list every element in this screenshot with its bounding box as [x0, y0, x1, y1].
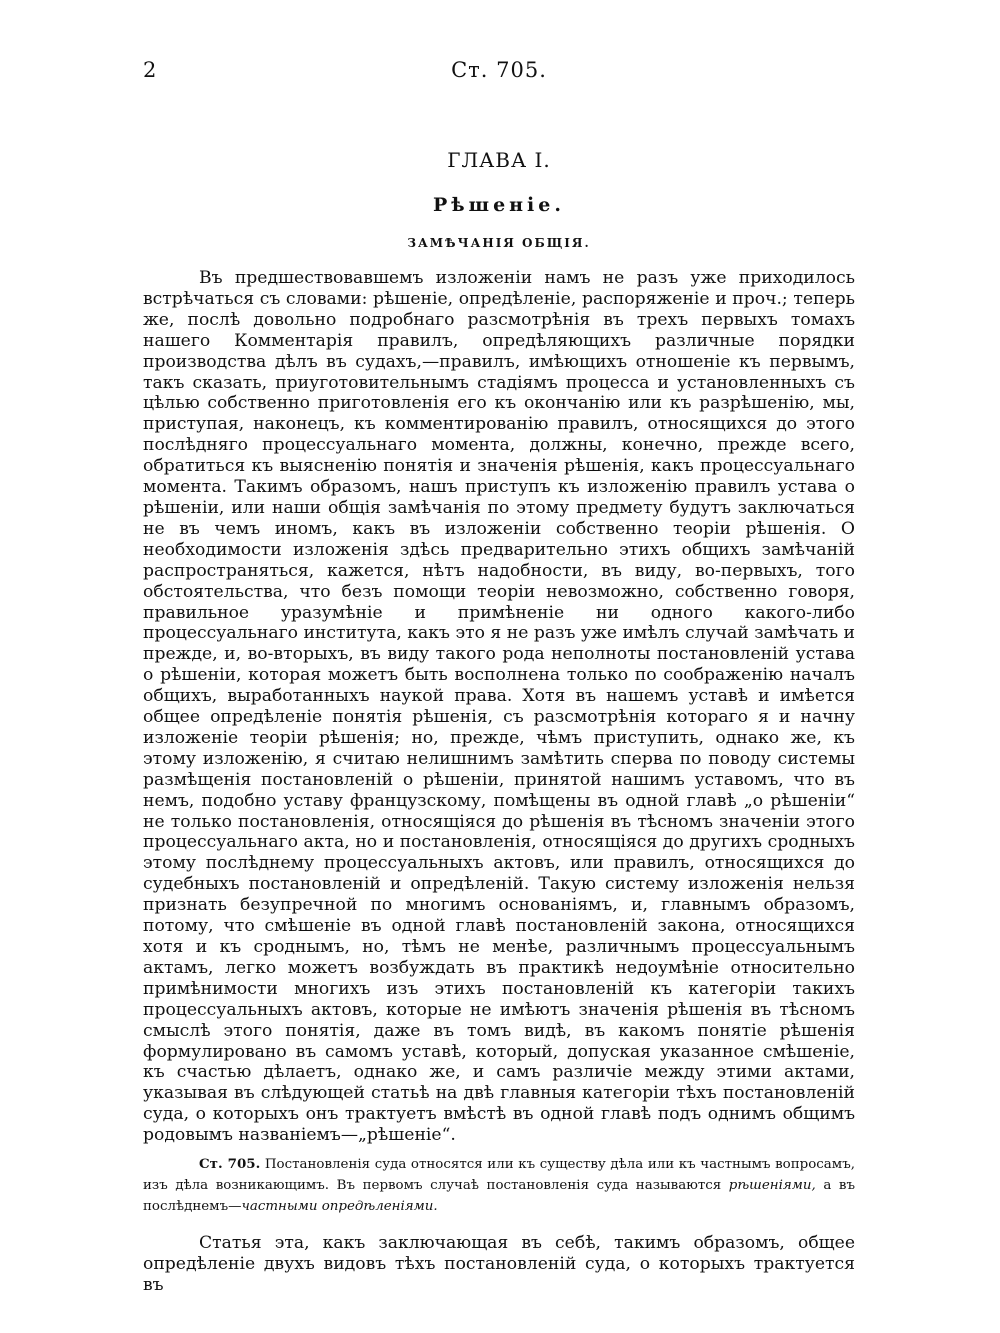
article-number: Ст. 705.	[199, 1156, 261, 1173]
article-text-mid: а въ послѣднемъ—	[143, 1178, 855, 1215]
page	[143, 58, 855, 1296]
main-text-continued	[143, 1233, 855, 1296]
chapter-title: Рѣшеніе.	[433, 194, 565, 216]
paragraph: Въ предшествовавшемъ изложеніи намъ не разъ уже приходилось встрѣчаться съ словами: рѣшеніе, опредѣленіе, распоряженіе и проч.; теперь же, послѣ довольно подробнаго разсмотрѣнія въ трехъ первыхъ томахъ нашего Комментарія правилъ, опредѣляющихъ различные порядки производства дѣлъ въ судахъ,—правилъ, имѣющихъ отношеніе къ первымъ, такъ сказать, приуготовительнымъ стадіямъ процесса и установленныхъ съ цѣлью собственно приготовленія его къ окончанію или къ разрѣшенію, мы, приступая, наконецъ, къ комментированію правилъ, относящихся до этого послѣдняго процессуальнаго момента, должны, конечно, прежде всего, обратиться къ выясненію понятія и значенія рѣшенія, какъ процессуальнаго момента. Такимъ образомъ, нашъ приступъ къ изложенію правилъ устава о рѣшеніи, или наши общія замѣчанія по этому предмету будутъ заключаться не въ чемъ иномъ, какъ въ изложеніи собственно теоріи рѣшенія. О необходимости изложенія здѣсь предварительно этихъ общихъ замѣчаній распространяться, кажется, нѣтъ надобности, въ виду, во-первыхъ, того обстоятельства, что безъ помощи теоріи невозможно, собственно говоря, правильное уразумѣніе и примѣненіе ни одного какого-либо процессуальнаго института, какъ это я не разъ уже имѣлъ случай замѣчать и прежде, и, во-вторыхъ, въ виду такого рода неполноты постановленій устава о рѣшеніи, которая можетъ быть восполнена только по соображенію началъ общихъ, выработанныхъ наукой права. Хотя въ нашемъ уставѣ и имѣется общее опредѣленіе понятія рѣшенія, съ разсмотрѣнія котораго я и начну изложеніе теоріи рѣшенія; но, прежде, чѣмъ приступить, однако же, къ этому изложенію, я считаю нелишнимъ замѣтить сперва по поводу системы размѣщенія постановленій о рѣшеніи, принятой нашимъ уставомъ, что въ немъ, подобно уставу французскому, помѣщены въ одной главѣ „о рѣшеніи“ не только постановленія, относящіяся до рѣшенія въ тѣсномъ значеніи этого процессуальнаго акта, но и постановленія, относящіяся до другихъ сродныхъ этому послѣднему процессуальныхъ актовъ, или правилъ, относящихся до судебныхъ постановленій и опредѣленій. Такую систему изложенія нельзя признать безупречной по многимъ основаніямъ, и, главнымъ образомъ, потому, что смѣшеніе въ одной главѣ постановленій закона, относящихся хотя и къ сроднымъ, но, тѣмъ не менѣе, различнымъ процессуальнымъ актамъ, легко можетъ возбуждать въ практикѣ недоумѣніе относительно примѣнимости многихъ изъ этихъ постановленій къ категоріи такихъ процессуальныхъ актовъ, которые не имѣютъ значенія рѣшенія въ тѣсномъ смыслѣ этого понятія, даже въ томъ видѣ, въ какомъ понятіе рѣшенія формулировано въ самомъ уставѣ, который, допуская указанное смѣшеніе, къ счастью дѣлаетъ, однако же, и самъ различіе между этими актами, указывая въ слѣдующей статьѣ на двѣ главныя категоріи тѣхъ постановленій суда, о которыхъ онъ трактуетъ вмѣстѣ въ одной главѣ подъ однимъ общимъ родовымъ названіемъ—„рѣшеніе“.	[143, 268, 855, 1146]
page-number: 2	[143, 58, 157, 82]
paragraph: Статья эта, какъ заключающая въ себѣ, такимъ образомъ, общее опредѣленіе двухъ видовъ тѣхъ постановленій суда, о которыхъ трактуется въ	[143, 1233, 855, 1295]
article-text: Постановленія суда относятся или къ существу дѣла или къ частнымъ вопросамъ, изъ дѣла возникающимъ. Въ первомъ случаѣ постановленія суда называются	[143, 1157, 855, 1194]
main-text	[143, 268, 855, 1146]
article-paragraph	[143, 1154, 855, 1217]
running-title: Ст. 705.	[451, 58, 547, 82]
chapter-label: ГЛАВА I.	[447, 148, 551, 172]
statute-article	[143, 1154, 855, 1217]
page-header	[143, 58, 855, 88]
section-title: ЗАМѢЧАНІЯ ОБЩІЯ.	[407, 236, 591, 250]
article-term: частными опредѣленіями.	[241, 1199, 438, 1215]
article-term: рѣшеніями,	[728, 1178, 816, 1194]
